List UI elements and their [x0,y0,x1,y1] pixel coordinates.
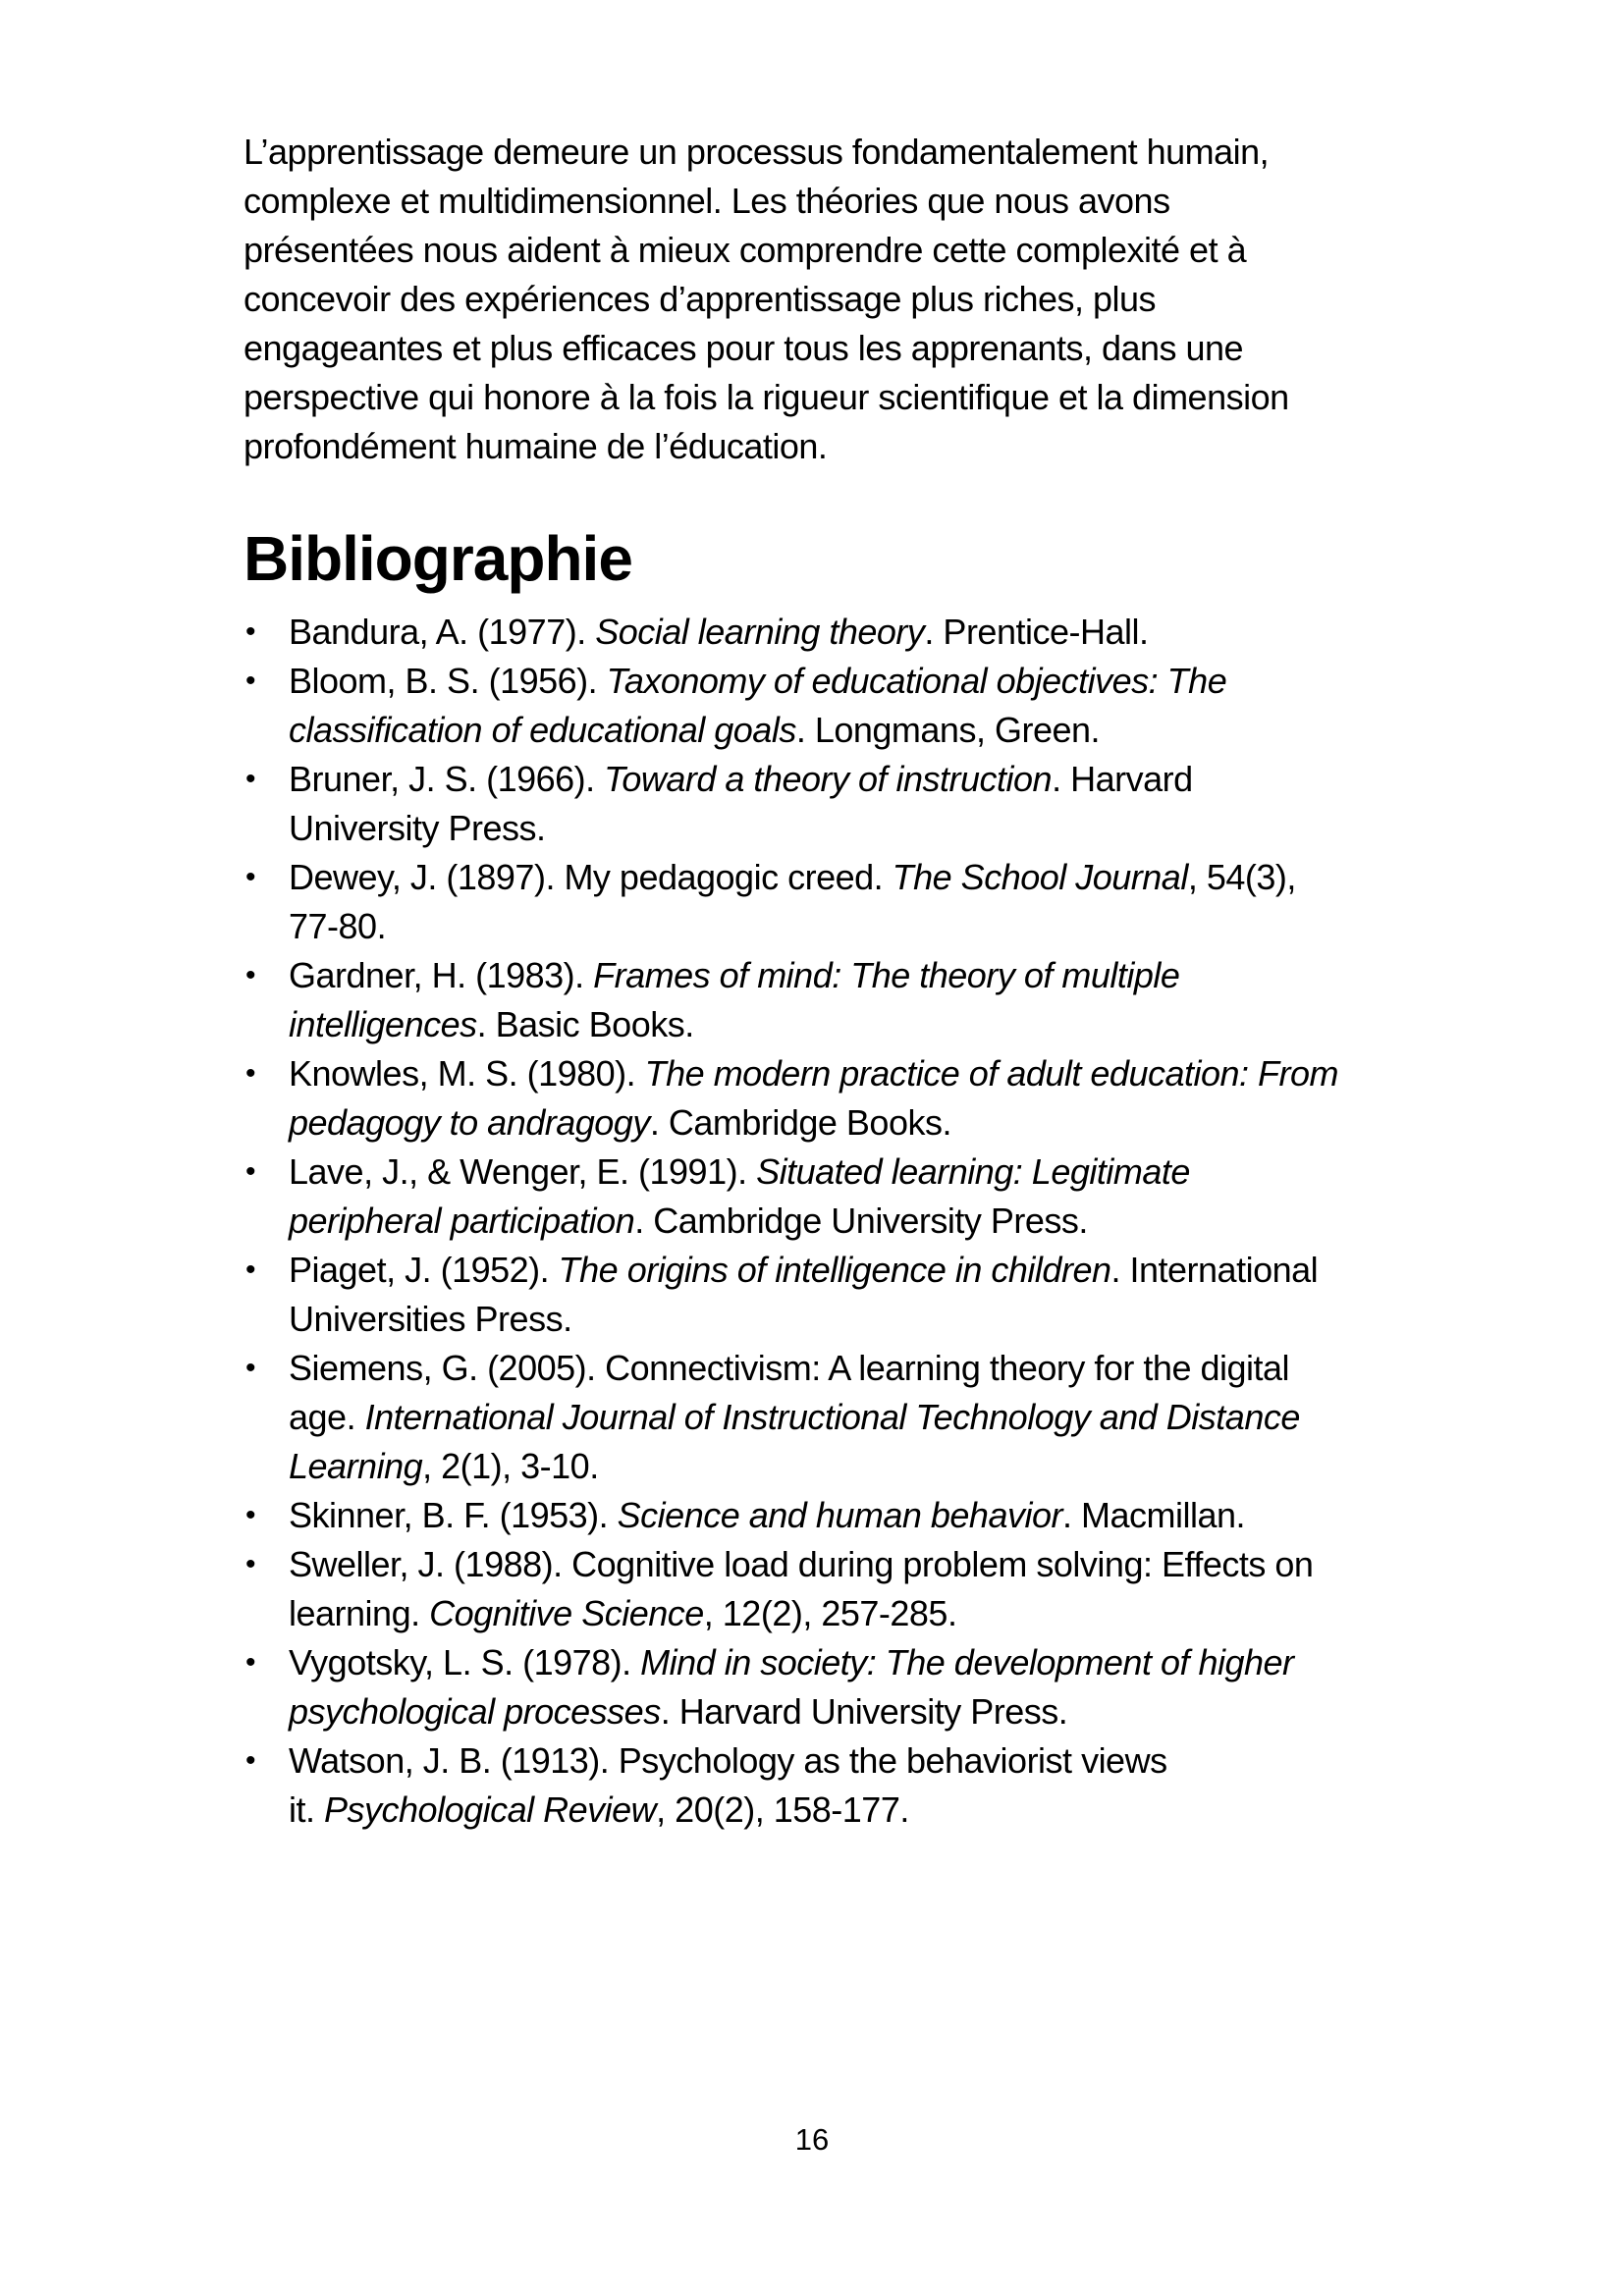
reference-title-text: The modern practice of adult education: From [644,1053,1339,1094]
reference-text: Watson, J. B. (1913). Psychology as the behaviorist views [289,1740,1167,1781]
reference-text: . Cambridge University Press. [634,1201,1088,1241]
reference-title-text: Frames of mind: The theory of multiple [593,955,1180,995]
reference-item [245,951,1451,1049]
page-number: 16 [794,2122,830,2157]
reference-text: University Press. [289,808,546,848]
reference-text: . Prentice-Hall. [924,612,1149,652]
bullet-marker-icon: • [245,1057,256,1090]
reference-text: Sweller, J. (1988). Cognitive load during problem solving: Effects on [289,1544,1314,1584]
reference-title-text: classification of educational goals [289,710,796,750]
reference-title-text: Social learning theory [595,612,925,652]
bullet-marker-icon: • [245,615,256,648]
bullet-marker-icon: • [245,1499,256,1531]
reference-title-text: intelligences [289,1004,477,1044]
bullet-marker-icon: • [245,1155,256,1188]
reference-text: Bloom, B. S. (1956). [289,661,607,701]
bullet-marker-icon: • [245,1548,256,1580]
reference-title-text: Science and human behavior [617,1495,1062,1535]
reference-text: . Harvard [1052,759,1193,799]
reference-title-text: Situated learning: Legitimate [756,1151,1190,1192]
bullet-marker-icon: • [245,763,256,795]
reference-text: Bandura, A. (1977). [289,612,596,652]
reference-text: . International [1110,1250,1319,1290]
reference-list [244,608,1451,1835]
reference-title-text: The origins of intelligence in children [558,1250,1111,1290]
bullet-marker-icon: • [245,1352,256,1384]
reference-title-text: Toward a theory of instruction [604,759,1053,799]
reference-text: age. [289,1397,365,1437]
bullet-marker-icon: • [245,959,256,991]
reference-text: Dewey, J. (1897). My pedagogic creed. [289,857,893,897]
bullet-marker-icon: • [245,1646,256,1679]
reference-text: . Basic Books. [476,1004,694,1044]
reference-text: Knowles, M. S. (1980). [289,1053,645,1094]
reference-text: , 54(3), [1187,857,1296,897]
reference-title-text: Taxonomy of educational objectives: The [606,661,1227,701]
reference-title-text: psychological processes [289,1691,661,1732]
reference-text: Universities Press. [289,1299,572,1339]
reference-text: Gardner, H. (1983). [289,955,594,995]
reference-text: Vygotsky, L. S. (1978). [289,1642,641,1682]
bullet-marker-icon: • [245,861,256,893]
reference-text: it. [289,1789,325,1830]
reference-text: Siemens, G. (2005). Connectivism: A learning theory for the digital [289,1348,1290,1388]
reference-title-text: peripheral participation [289,1201,635,1241]
reference-item [245,853,1451,951]
reference-title-text: Psychological Review [324,1789,657,1830]
reference-title-text: Cognitive Science [429,1593,704,1633]
bullet-marker-icon: • [245,1254,256,1286]
reference-item [245,1344,1451,1491]
reference-item [245,608,1451,657]
reference-title-text: pedagogy to andragogy [289,1102,650,1143]
reference-text: , 20(2), 158-177. [656,1789,909,1830]
reference-item [245,1148,1451,1246]
reference-text: . Cambridge Books. [649,1102,951,1143]
reference-text: Skinner, B. F. (1953). [289,1495,618,1535]
reference-title-text: Learning [289,1446,423,1486]
reference-text: . Longmans, Green. [795,710,1101,750]
reference-text: , 2(1), 3-10. [422,1446,599,1486]
reference-item [245,1540,1451,1638]
closing-paragraph: L’apprentissage demeure un processus fondamentalement humain, complexe et multidimensionnel. Les théories que nous avons présentées nous aident à mieux comprendre cette complexité et à concevoir des expériences d’apprentissage plus riches, plus engageantes et plus efficaces pour tous les apprenants, dans une perspective qui honore à la fois la rigueur scientifique et la dimension profondément humaine de l’éducation. [244,132,1289,466]
reference-title-text: International Journal of Instructional Technology and Distance [364,1397,1300,1437]
reference-item [245,1736,1451,1835]
bullet-marker-icon: • [245,1744,256,1777]
reference-item [245,1246,1451,1344]
reference-text: Piaget, J. (1952). [289,1250,559,1290]
reference-text: 77-80. [289,906,387,946]
reference-text: , 12(2), 257-285. [703,1593,957,1633]
reference-item [245,657,1451,755]
reference-item [245,1638,1451,1736]
bibliography-heading: Bibliographie [244,523,632,594]
reference-text: Bruner, J. S. (1966). [289,759,605,799]
reference-item [245,1491,1451,1540]
bullet-marker-icon: • [245,665,256,697]
reference-title-text: The School Journal [892,857,1188,897]
reference-item [245,755,1451,853]
reference-item [245,1049,1451,1148]
page-content [244,0,1451,1835]
reference-text: learning. [289,1593,430,1633]
reference-text: . Harvard University Press. [660,1691,1068,1732]
reference-text: Lave, J., & Wenger, E. (1991). [289,1151,757,1192]
reference-text: . Macmillan. [1061,1495,1246,1535]
reference-title-text: Mind in society: The development of higher [640,1642,1294,1682]
